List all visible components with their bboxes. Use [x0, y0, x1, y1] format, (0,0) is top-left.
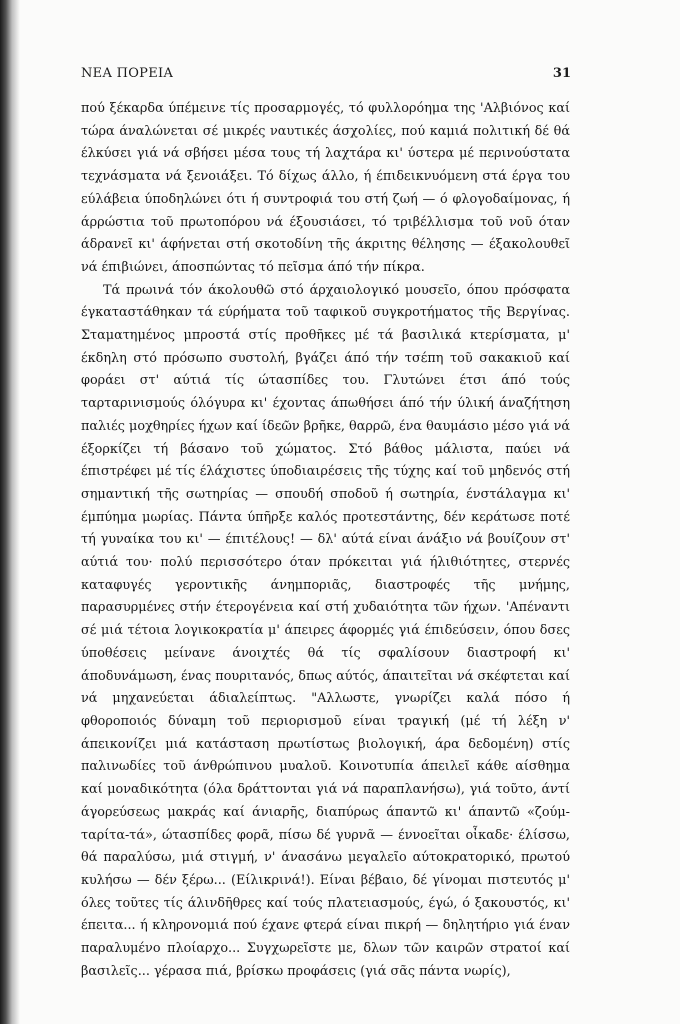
page-number: 31: [552, 66, 571, 81]
running-header: [81, 66, 571, 86]
binding-gutter-shadow: [0, 0, 20, 1024]
journal-title: ΝΕΑ ΠΟΡΕΙΑ: [81, 66, 174, 81]
paragraph-2: Τά πρωινά τόν άκολουθῶ στό άρχαιολογικό μουσεῖο, όπου πρόσφατα έγκαταστάθηκαν τά εύρήματα τοῦ ταφικοῦ συγκροτήματος τῆς Βεργίνας. Σταματημένος μπροστά στίς προθῆκες μέ τά βασιλικά κτερίσματα, μ' έκδηλη στό πρόσωπο συστολή, βγάζει άπό τήν τσέπη τοῦ σακακιοῦ καί φοράει στ' αύτιά τίς ώτασπίδες του. Γλυτώνει έτσι άπό τούς ταρταρινισμούς όλόγυρα κι' έχοντας άπωθήσει άπό τήν ύλική άναζήτηση παλιές μοχθηρίες ήχων καί ίδεῶν βρῆκε, θαρρῶ, ένα θαυμάσιο μέσο γιά νά έξορκίζει τή βάσανο τοῦ χώματος. Στό βάθος μάλιστα, παύει νά έπιστρέφει μέ τίς έλάχιστες ύποδιαιρέσεις τῆς τύχης καί τοῦ μηδενός στή σημαντική τῆς σωτηρίας — σπουδή σποδοῦ ή σωτηρία, ένστάλαγμα κι' έμπύημα μωρίας. Πάντα ύπῆρξε καλός προτεστάντης, δέν κεράτωσε ποτέ τή γυναίκα του κι' — έπιτέλους! — δλ' αύτά είναι άνάξιο νά βουίζουν στ' αύτιά του· πολύ περισσότερο όταν πρόκειται γιά ήλιθιότητες, στερνές καταφυγές γεροντικῆς άνημποριᾶς, διαστροφές τῆς μνήμης, παρασυρμένες στήν έτερογένεια καί στή χυδαιότητα τῶν ήχων. 'Απέναντι σέ μιά τέτοια λογικοκρατία μ' άπειρες άφορμές γιά έπιδεύσειν, όπου δσες ύποθέσεις μείνανε άνοιχτές θά τίς σφαλίσουν διαστροφή κι' άποδυνάμωση, ένας πουριτανός, δπως αύτός, άπαιτεῖται νά σκέφτεται καί νά μηχανεύεται άδιαλείπτως. "Αλλωστε, γνωρίζει καλά πόσο ή φθοροποιός δύναμη τοῦ περιορισμοῦ είναι τραγική (μέ τή λέξη ν' άπεικονίζει μιά κατάσταση πρωτίστως βιολογική, άρα δεδομένη) στίς παλινωδίες τοῦ άνθρώπινου μυαλοῦ. Κοινοτυπία άπειλεῖ κάθε αίσθημα καί μοναδικότητα (όλα δράττονται γιά νά παραπλανήσω), γιά τοῦτο, άντί άγορεύσεως μακράς καί άνιαρῆς, διαπύρως άπαντῶ κι' άπαντῶ «ζούμ-ταρίτα-τά», ώτασπίδες φορᾶ, πίσω δέ γυρνᾶ — έννοεῖται οἶκαδε· έλίσσω, θά παραλύσω, μιά στιγμή, ν' άνασάνω μεγαλεῖο αύτοκρατορικό, πρωτού κυλήσω — δέν ξέρω... (Είλικρινά!). Είναι βέβαιο, δέ γίνομαι πιστευτός μ' όλες τοῦτες τίς άλινδῆθρες καί τούς πλατειασμούς, έγώ, ό ξακουστός, κι' έπειτα... ή κληρονομιά πού έχανε φτερά είναι πικρή — δηλητήριο γιά έναν παραλυμένο πλοίαρχο... Συγχωρεῖστε με, δλων τῶν καιρῶν στρατοί καί βασιλεῖς... γέρασα πιά, βρίσκω προφάσεις (γιά σᾶς πάντα νωρίς),: [81, 282, 570, 979]
paragraph-1: πού ξέκαρδα ύπέμεινε τίς προσαρμογές, τό φυλλορόημα της 'Αλβιόνος καί τώρα άναλώνεται σέ μικρές ναυτικές άσχολίες, πού καμιά πολιτική δέ θά έλκύσει γιά νά σβήσει μέσα τους τή λαχτάρα κι' ύστερα μέ περινούστατα τεχνάσματα νά ξενοιάξει. Τό δίχως άλλο, ή έπιδεικνυόμενη στά έργα του εύλάβεια ύποδηλώνει ότι ή συντροφιά του στή ζωή — ό φλογοδαίμονας, ή άρρώστια τοῦ πρωτοπόρου νά έξουσιάσει, τό τριβέλλισμα τοῦ νοῦ όταν άδρανεῖ κι' άφήνεται στή σκοτοδίνη τῆς άκριτης θέλησης — έξακολουθεῖ νά έπιβιώνει, άποσπώντας τό πεῖσμα άπό τήν πίκρα.: [81, 101, 570, 275]
body-text: [81, 98, 570, 983]
